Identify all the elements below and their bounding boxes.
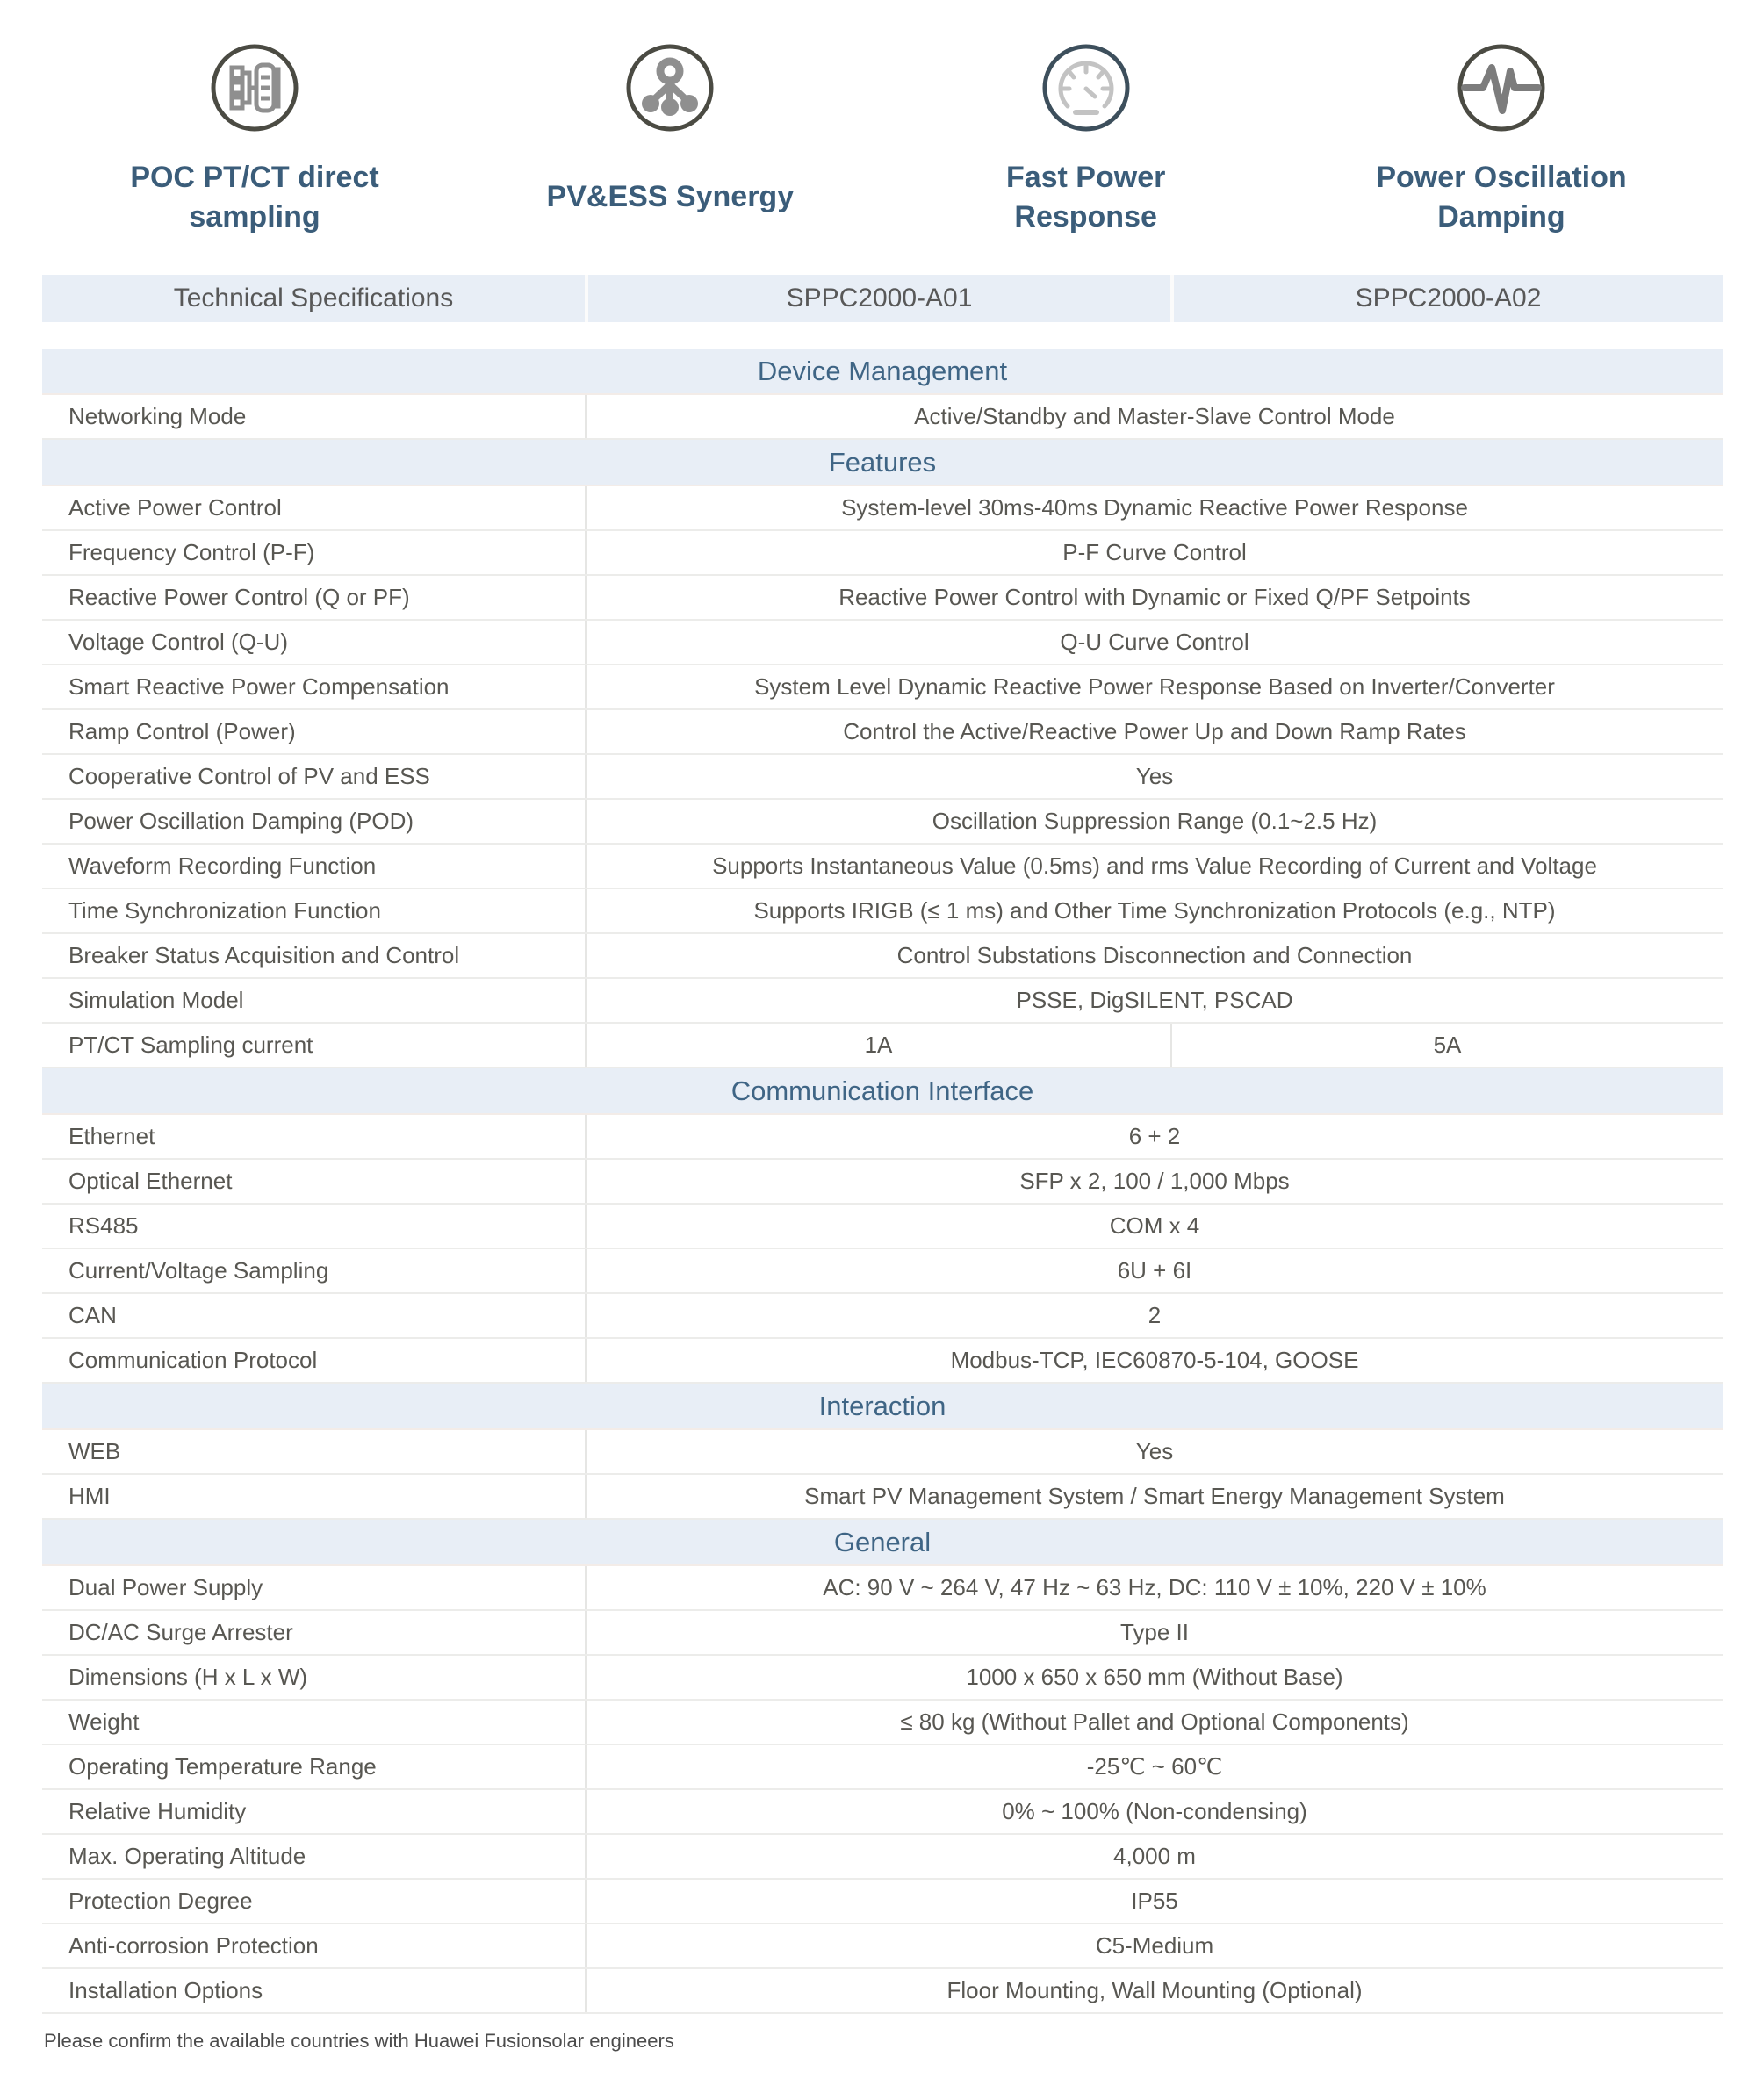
pulse-wave-icon [1456,42,1547,133]
spec-label: Power Oscillation Damping (POD) [68,808,414,834]
feature-label [547,151,795,243]
spec-value: Active/Standby and Master-Slave Control Mode [585,395,1723,438]
spec-row-voltage-control-q-u [42,621,1723,665]
spec-value: System Level Dynamic Reactive Power Response Based on Inverter/Converter [585,665,1723,708]
section-header-interaction [42,1384,1723,1430]
spec-row-dimensions-h-x-l-x-w [42,1656,1723,1701]
spec-row-weight [42,1701,1723,1745]
table-header-model-a02: SPPC2000-A02 [1170,275,1723,322]
spec-row-protection-degree [42,1880,1723,1924]
spec-value: Type II [585,1611,1723,1654]
feature-label-line: Response [1014,199,1157,234]
spec-value: System-level 30ms-40ms Dynamic Reactive Power Response [585,486,1723,529]
spec-label: Anti-corrosion Protection [68,1932,319,1959]
spec-label: Simulation Model [68,987,244,1013]
spec-label: Optical Ethernet [68,1168,233,1194]
spec-value-col2: 5A [1170,1024,1723,1067]
section-header-general [42,1520,1723,1566]
footer-note: Please confirm the available countries with Huawei Fusionsolar engineers [44,2030,674,2052]
spec-row-simulation-model [42,979,1723,1024]
spec-label: Smart Reactive Power Compensation [68,673,450,700]
header-gap [42,322,1723,349]
spec-value: IP55 [585,1880,1723,1923]
spec-label: Max. Operating Altitude [68,1843,306,1869]
spec-row-dual-power-supply [42,1566,1723,1611]
spec-label: Reactive Power Control (Q or PF) [68,584,410,610]
spec-value: 0% ~ 100% (Non-condensing) [585,1790,1723,1833]
table-sections [42,349,1723,2014]
spec-row-reactive-power-control-q-or-pf [42,576,1723,621]
spec-row-cooperative-control-of-pv-and-ess [42,755,1723,800]
feature-label [1376,151,1626,243]
spec-label: PT/CT Sampling current [68,1032,313,1058]
spec-value: 6 + 2 [585,1115,1723,1158]
spec-value: Modbus-TCP, IEC60870-5-104, GOOSE [585,1339,1723,1382]
spec-value: SFP x 2, 100 / 1,000 Mbps [585,1160,1723,1203]
spec-row-relative-humidity [42,1790,1723,1835]
spec-label: Installation Options [68,1977,263,2003]
spec-row-power-oscillation-damping-pod [42,800,1723,845]
spec-value: Yes [585,755,1723,798]
spec-value: Q-U Curve Control [585,621,1723,664]
spec-row-can [42,1294,1723,1339]
spec-row-optical-ethernet [42,1160,1723,1205]
spec-row-pt-ct-sampling-current [42,1024,1723,1068]
spec-row-networking-mode [42,395,1723,440]
spec-row-dc-ac-surge-arrester [42,1611,1723,1656]
spec-value: Smart PV Management System / Smart Energy Management System [585,1475,1723,1518]
spec-label: Communication Protocol [68,1347,318,1373]
spec-value: 1000 x 650 x 650 mm (Without Base) [585,1656,1723,1699]
section-title: Communication Interface [730,1075,1034,1106]
table-header-row [42,275,1723,322]
spec-value: Floor Mounting, Wall Mounting (Optional) [585,1969,1723,2012]
spec-table [42,275,1723,2014]
spec-value-col1: 1A [585,1024,1170,1067]
spec-label: RS485 [68,1212,139,1239]
feature-label-line: sampling [189,199,320,234]
spec-row-waveform-recording-function [42,845,1723,889]
spec-value: -25℃ ~ 60℃ [585,1745,1723,1788]
spec-row-breaker-status-acquisition-and-control [42,934,1723,979]
spec-value: P-F Curve Control [585,531,1723,574]
spec-label: Time Synchronization Function [68,897,381,924]
spec-row-frequency-control-p-f [42,531,1723,576]
spec-row-installation-options [42,1969,1723,2014]
spec-value: 4,000 m [585,1835,1723,1878]
spec-row-smart-reactive-power-compensation [42,665,1723,710]
spec-row-web [42,1430,1723,1475]
spec-value: ≤ 80 kg (Without Pallet and Optional Components) [585,1701,1723,1744]
feature-power-oscillation-damping [1299,42,1703,243]
spec-label: HMI [68,1483,111,1509]
section-title: Interaction [818,1390,946,1421]
spec-value: 2 [585,1294,1723,1337]
spec-row-active-power-control [42,486,1723,531]
spec-value: Supports IRIGB (≤ 1 ms) and Other Time Synchronization Protocols (e.g., NTP) [585,889,1723,932]
spec-label: Operating Temperature Range [68,1753,377,1780]
spec-row-anti-corrosion-protection [42,1924,1723,1969]
spec-label: Dimensions (H x L x W) [68,1664,308,1690]
spec-row-ethernet [42,1115,1723,1160]
feature-label [1006,151,1165,243]
feature-label-line: Power Oscillation [1376,161,1627,195]
spec-label: WEB [68,1438,121,1464]
section-title: Features [828,446,937,478]
spec-row-ramp-control-power [42,710,1723,755]
spec-label: Breaker Status Acquisition and Control [68,942,460,968]
spec-value: Reactive Power Control with Dynamic or Fixed Q/PF Setpoints [585,576,1723,619]
terminal-sampling-icon [209,42,300,133]
spec-value: Oscillation Suppression Range (0.1~2.5 Hz) [585,800,1723,843]
section-title: Device Management [757,355,1008,386]
spec-value: Control Substations Disconnection and Connection [585,934,1723,977]
spec-label: Current/Voltage Sampling [68,1257,329,1284]
feature-poc-pt-ct-direct-sampling [53,42,457,243]
spec-label: Ramp Control (Power) [68,718,296,744]
spec-label: Voltage Control (Q-U) [68,629,288,655]
spec-label: Active Power Control [68,494,282,521]
spec-label: Cooperative Control of PV and ESS [68,763,430,789]
feature-fast-power-response [884,42,1288,243]
feature-highlights [0,0,1756,243]
section-header-features [42,440,1723,486]
gauge-icon [1040,42,1132,133]
spec-label: Relative Humidity [68,1798,247,1824]
table-header-model-a01: SPPC2000-A01 [585,275,1170,322]
spec-row-current-voltage-sampling [42,1249,1723,1294]
spec-value: 6U + 6I [585,1249,1723,1292]
table-header-title: Technical Specifications [173,284,454,313]
feature-label [130,151,378,243]
spec-label: Networking Mode [68,403,247,429]
feature-label-line: POC PT/CT direct [130,161,379,195]
spec-value: COM x 4 [585,1205,1723,1248]
feature-label-line: PV&ESS Synergy [546,180,795,214]
spec-row-communication-protocol [42,1339,1723,1384]
spec-row-time-synchronization-function [42,889,1723,934]
network-node-icon [624,42,716,133]
spec-value: Control the Active/Reactive Power Up and Down Ramp Rates [585,710,1723,753]
spec-label: Dual Power Supply [68,1574,263,1600]
spec-label: Weight [68,1708,140,1735]
spec-label: CAN [68,1302,117,1328]
spec-value: AC: 90 V ~ 264 V, 47 Hz ~ 63 Hz, DC: 110 V ± 10%, 220 V ± 10% [585,1566,1723,1609]
section-header-device-management [42,349,1723,395]
spec-label: Ethernet [68,1123,155,1149]
feature-label-line: Damping [1437,199,1565,234]
spec-label: Protection Degree [68,1888,253,1914]
spec-label: Waveform Recording Function [68,852,377,879]
spec-label: Frequency Control (P-F) [68,539,315,565]
spec-row-max-operating-altitude [42,1835,1723,1880]
spec-row-operating-temperature-range [42,1745,1723,1790]
spec-value: PSSE, DigSILENT, PSCAD [585,979,1723,1022]
spec-value: Yes [585,1430,1723,1473]
spec-row-rs485 [42,1205,1723,1249]
section-header-communication-interface [42,1068,1723,1115]
feature-pv-ess-synergy [468,42,872,243]
spec-label: DC/AC Surge Arrester [68,1619,293,1645]
spec-value: C5-Medium [585,1924,1723,1967]
feature-label-line: Fast Power [1005,161,1166,195]
section-title: General [833,1526,932,1557]
spec-row-hmi [42,1475,1723,1520]
spec-value: Supports Instantaneous Value (0.5ms) and rms Value Recording of Current and Voltage [585,845,1723,888]
